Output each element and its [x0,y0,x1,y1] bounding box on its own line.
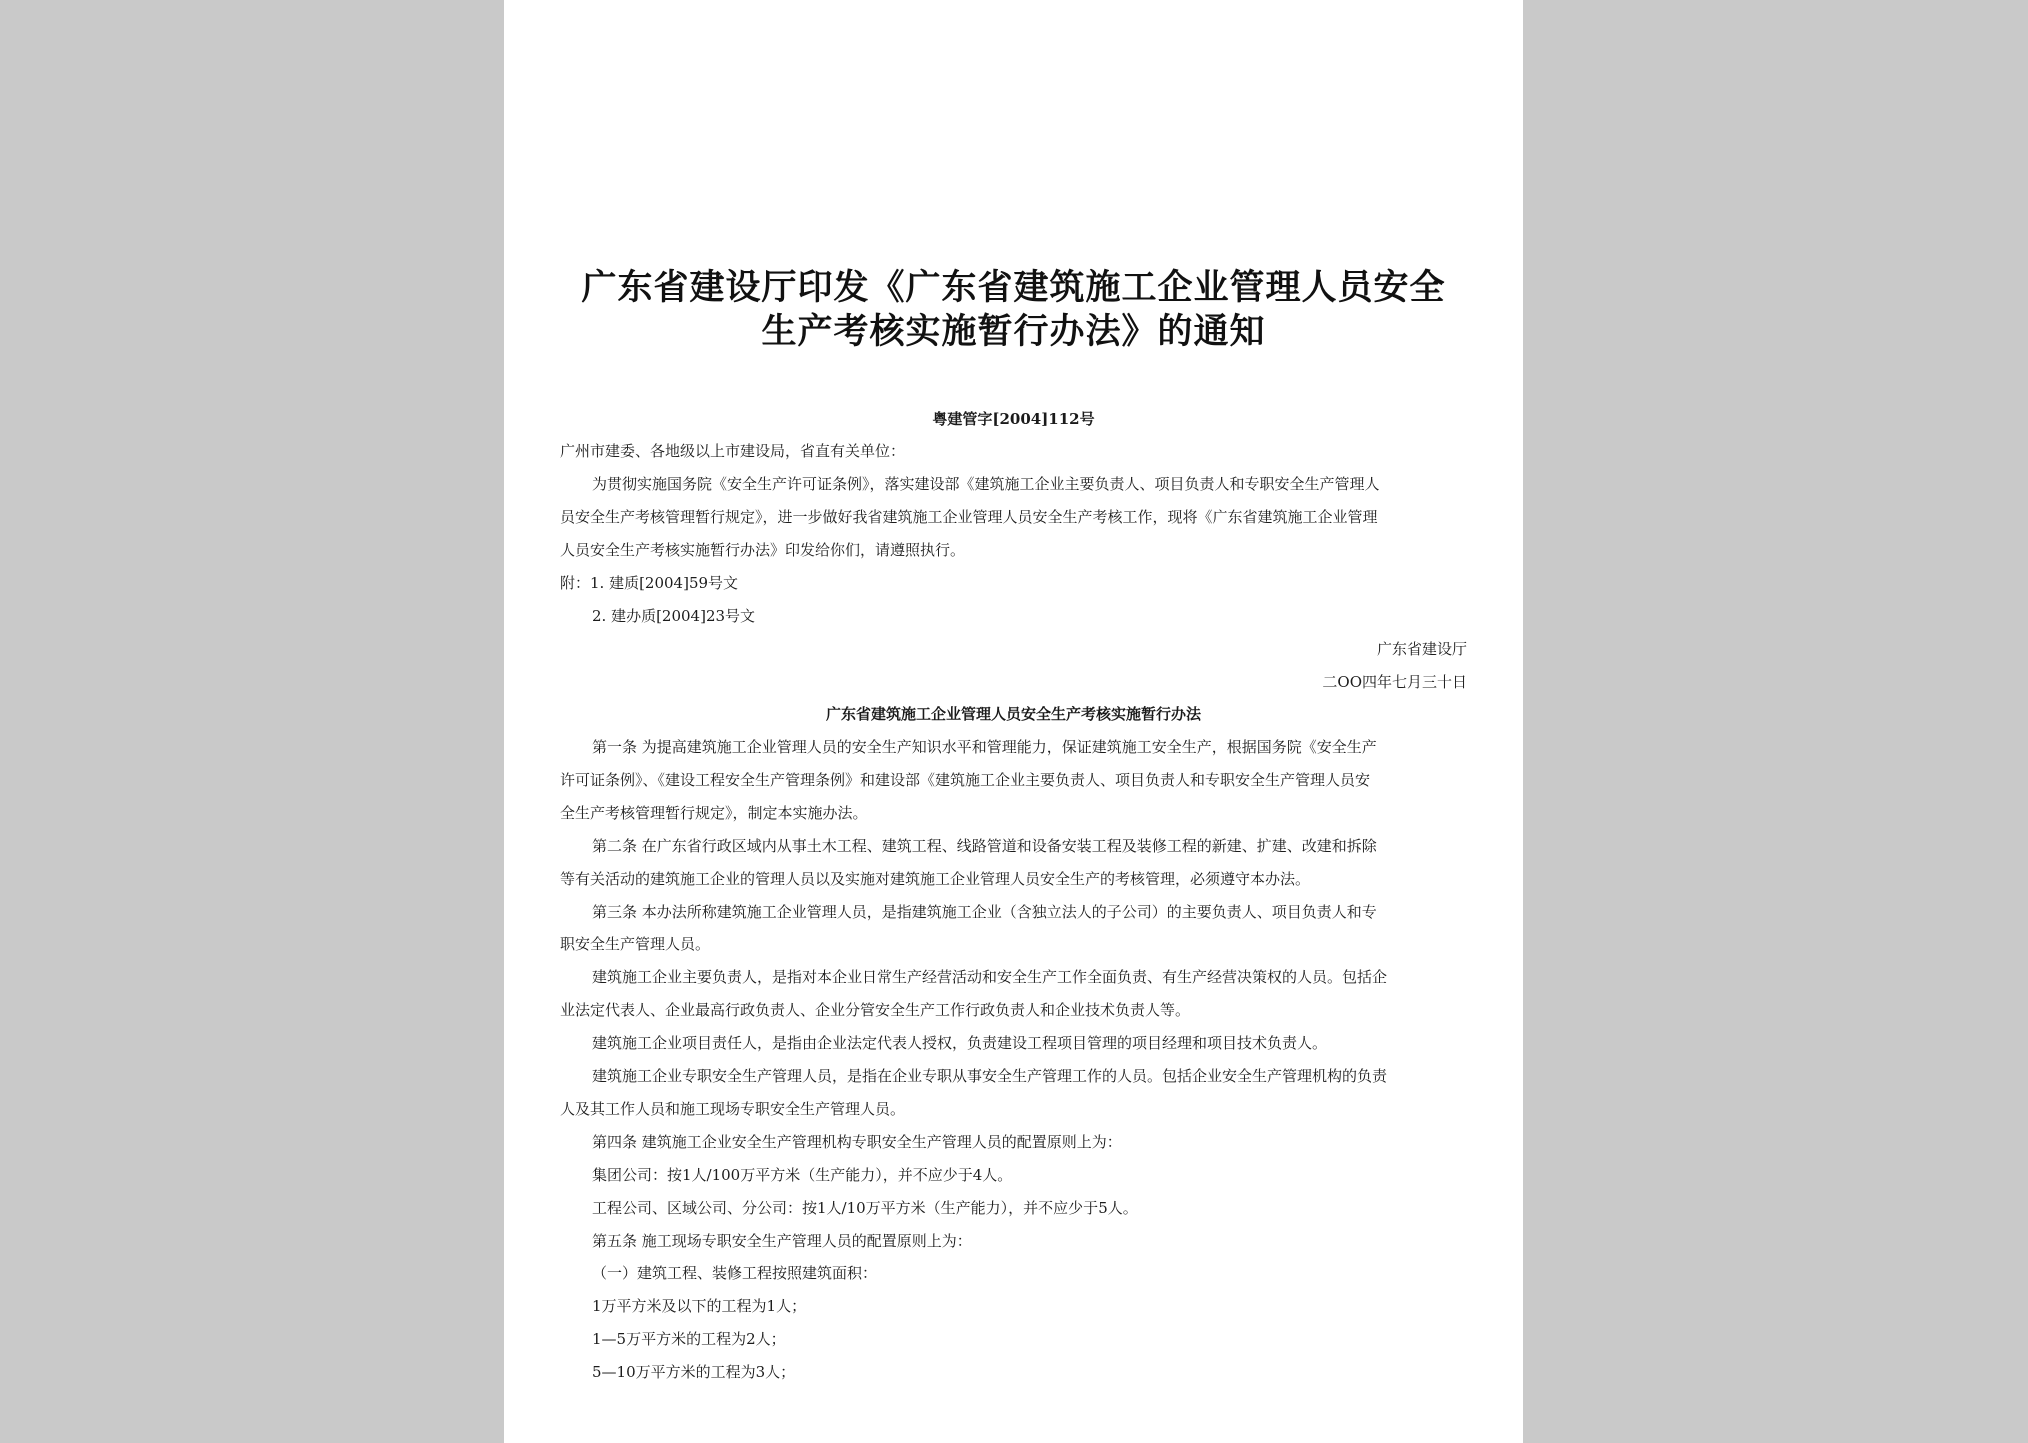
attachment-1: 附：1. 建质[2004]59号文 [560,574,739,592]
body-line: 第一条 为提高建筑施工企业管理人员的安全生产知识水平和管理能力，保证建筑施工安全生产，根据国务院《安全生产 [592,738,1377,756]
attachment-2: 2. 建办质[2004]23号文 [592,607,756,625]
issuer: 广东省建设厅 [1376,640,1467,658]
intro-line-3: 人员安全生产考核实施暂行办法》印发给你们，请遵照执行。 [560,541,966,559]
body-line: 第二条 在广东省行政区域内从事土木工程、建筑工程、线路管道和设备安装工程及装修工程的新建、扩建、改建和拆除 [592,836,1377,855]
document-title-line-1: 广东省建设厅印发《广东省建筑施工企业管理人员安全 [581,268,1446,308]
regulation-title: 广东省建筑施工企业管理人员安全生产考核实施暂行办法 [825,705,1201,723]
body-line: 5—10万平方米的工程为3人； [592,1363,796,1382]
document-title-line-2: 生产考核实施暂行办法》的通知 [761,312,1266,352]
body-line: 第三条 本办法所称建筑施工企业管理人员，是指建筑施工企业（含独立法人的子公司）的主要负责人、项目负责人和专 [592,902,1377,921]
body-line: 建筑施工企业专职安全生产管理人员，是指在企业专职从事安全生产管理工作的人员。包括企业安全生产管理机构的负责 [592,1067,1388,1085]
body-line: 1万平方米及以下的工程为1人； [592,1297,807,1316]
body-line: 职安全生产管理人员。 [560,935,711,954]
intro-line-1: 为贯彻实施国务院《安全生产许可证条例》，落实建设部《建筑施工企业主要负责人、项目负责人和专职安全生产管理人 [592,475,1380,493]
issue-date: 二OO四年七月三十日 [1322,673,1467,691]
body-line: 1—5万平方米的工程为2人； [592,1330,786,1349]
addressee: 广州市建委、各地级以上市建设局，省直有关单位： [560,442,906,460]
body-line: 许可证条例》、《建设工程安全生产管理条例》和建设部《建筑施工企业主要负责人、项目负责人和专职安全生产管理人员安 [560,770,1371,789]
body-line: 业法定代表人、企业最高行政负责人、企业分管安全生产工作行政负责人和企业技术负责人等。 [560,1001,1191,1020]
body-line: 第五条 施工现场专职安全生产管理人员的配置原则上为： [592,1231,972,1250]
document-page [504,0,1523,1443]
body-line: 人及其工作人员和施工现场专职安全生产管理人员。 [560,1099,906,1118]
body-line: 建筑施工企业项目责任人，是指由企业法定代表人授权，负责建设工程项目管理的项目经理和项目技术负责人。 [592,1034,1328,1053]
body-line: 建筑施工企业主要负责人，是指对本企业日常生产经营活动和安全生产工作全面负责、有生产经营决策权的人员。包括企 [592,968,1388,987]
body-line: 集团公司：按1人/100万平方米（生产能力），并不应少于4人。 [592,1165,1013,1184]
body-line: 工程公司、区域公司、分公司：按1人/10万平方米（生产能力），并不应少于5人。 [592,1198,1138,1217]
body-line: （一）建筑工程、装修工程按照建筑面积： [592,1264,878,1283]
body-line: 全生产考核管理暂行规定》，制定本实施办法。 [560,803,868,822]
intro-line-2: 员安全生产考核管理暂行规定》，进一步做好我省建筑施工企业管理人员安全生产考核工作，现将《广东省建筑施工企业管理 [560,508,1378,526]
document-number: 粤建管字[2004]112号 [932,410,1095,428]
body-line: 等有关活动的建筑施工企业的管理人员以及实施对建筑施工企业管理人员安全生产的考核管理，必须遵守本办法。 [560,869,1311,888]
body-line: 第四条 建筑施工企业安全生产管理机构专职安全生产管理人员的配置原则上为： [592,1132,1122,1151]
